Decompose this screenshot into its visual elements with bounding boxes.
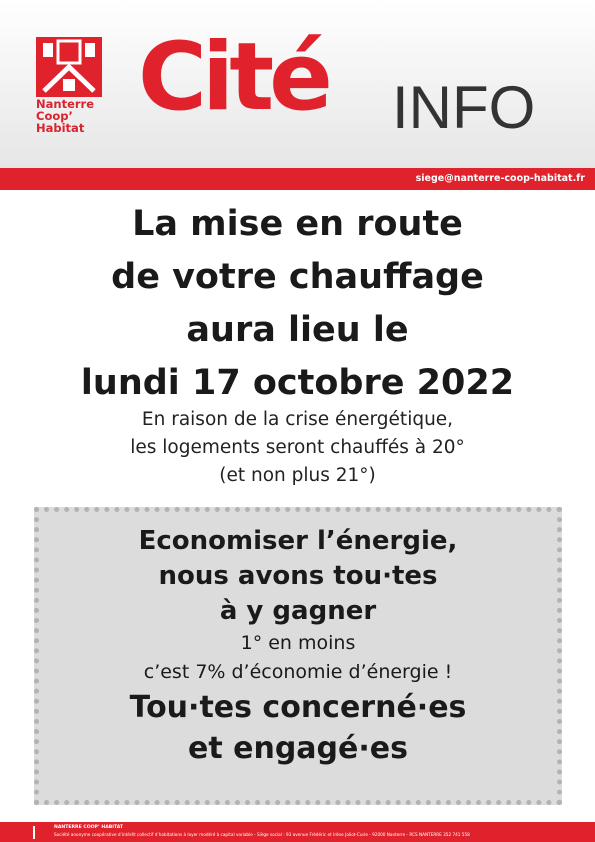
logo-wordmark: [36, 98, 126, 134]
headline-line: de votre chauffage: [111, 257, 484, 297]
masthead-title: Cité: [138, 23, 328, 132]
contact-email[interactable]: siege@nanterre-coop-habitat.fr: [415, 173, 585, 184]
masthead-suffix: INFO: [392, 74, 536, 141]
callout-heading-line: à y gagner: [219, 596, 377, 626]
subheadline-line: (et non plus 21°): [219, 465, 376, 486]
logo-line: Nanterre: [36, 97, 95, 111]
headline-line: aura lieu le: [186, 310, 409, 350]
callout-content: [39, 524, 557, 769]
callout-heading-line: nous avons tou·tes: [158, 561, 438, 591]
callout-closing-line: Tou·tes concerné·es: [129, 690, 467, 725]
footer-org-name: NANTERRE COOP’ HABITAT: [54, 825, 124, 830]
footer-divider: [33, 826, 35, 839]
main-headline: [0, 198, 595, 410]
callout-box: [34, 507, 562, 805]
building-logo-icon: [36, 37, 102, 97]
subheadline-line: les logements seront chauffés à 20°: [130, 437, 465, 458]
callout-body-line: c’est 7% d’économie d’énergie !: [143, 661, 453, 683]
callout-body-line: 1° en moins: [240, 632, 356, 654]
footer: [0, 822, 595, 842]
logo-line: Coop’: [36, 109, 73, 123]
callout-heading-line: Economiser l’énergie,: [138, 526, 458, 556]
subheadline: [0, 406, 595, 490]
headline-line: La mise en route: [132, 204, 463, 244]
subheadline-line: En raison de la crise énergétique,: [141, 409, 454, 430]
footer-legal-text: Société anonyme coopérative d’intérêt collectif d’habitations à loyer modéré à capital variable - Siège social : 93 avenue Frédéric et Irène Joliot-Curie - 92000 Nanterre - RCS NANTERRE 352 741 558: [54, 832, 470, 837]
callout-closing-line: et engagé·es: [188, 731, 408, 766]
header: [0, 0, 595, 168]
logo-line: Habitat: [36, 121, 85, 135]
headline-date: lundi 17 octobre 2022: [80, 363, 515, 403]
